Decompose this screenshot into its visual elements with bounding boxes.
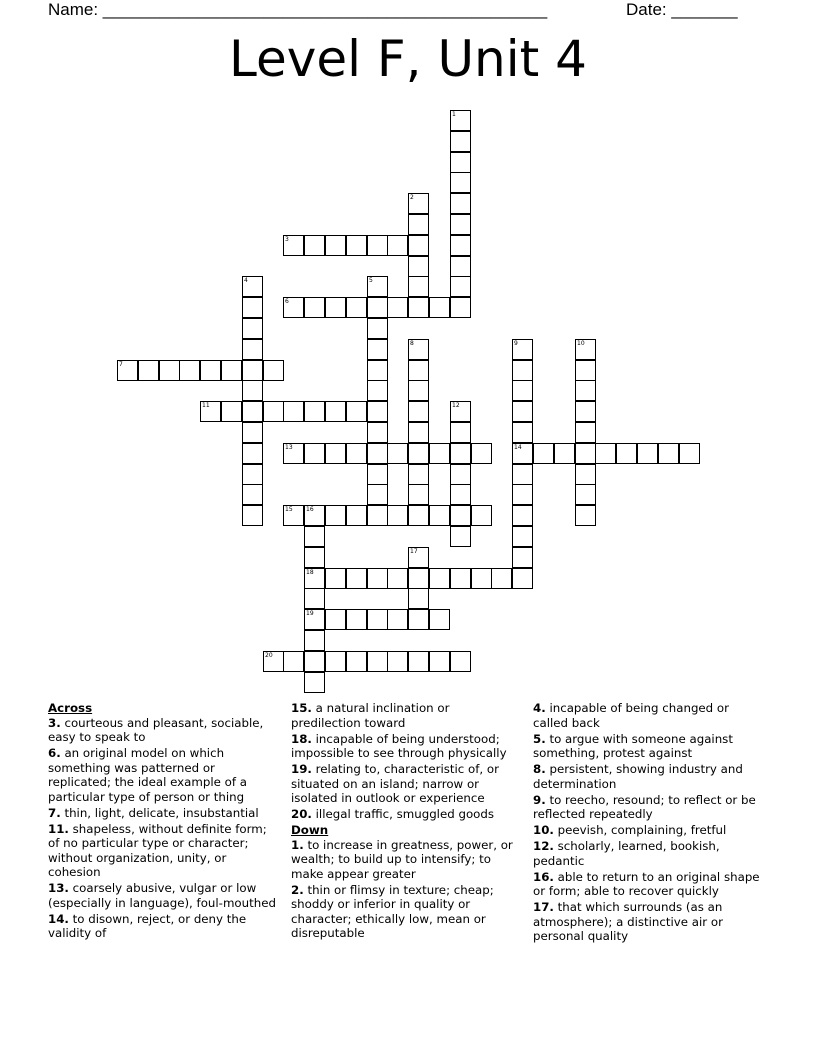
grid-cell[interactable]	[387, 609, 408, 630]
grid-cell[interactable]	[304, 568, 325, 589]
down-clue-list-continued	[533, 701, 763, 944]
grid-cell[interactable]	[408, 422, 429, 443]
grid-cell[interactable]	[325, 609, 346, 630]
grid-cell[interactable]	[575, 505, 596, 526]
grid-cell[interactable]	[242, 297, 263, 318]
grid-cell[interactable]	[450, 110, 471, 131]
clue-text: coarsely abusive, vulgar or low (especially in language), foul-mouthed	[48, 881, 276, 910]
grid-cell[interactable]	[304, 651, 325, 672]
grid-cell[interactable]	[367, 318, 388, 339]
grid-cell[interactable]	[450, 526, 471, 547]
clue-text: thin or flimsy in texture; cheap; shoddy or inferior in quality or character; ethically low, mean or disreputable	[291, 882, 494, 940]
grid-cell[interactable]	[304, 672, 325, 693]
clue-number: 4	[244, 277, 248, 284]
clue-item	[533, 839, 763, 868]
grid-cell[interactable]	[304, 547, 325, 568]
clue-number: 10	[577, 340, 585, 347]
clue-text: to increase in greatness, power, or wealth; to build up to intensify; to make appear greater	[291, 837, 513, 881]
grid-cell[interactable]	[387, 568, 408, 589]
grid-cell[interactable]	[242, 464, 263, 485]
grid-cell[interactable]	[429, 443, 450, 464]
grid-cell[interactable]	[387, 443, 408, 464]
clue-text: incapable of being changed or called back	[533, 701, 729, 730]
clues-column-1	[48, 701, 278, 942]
grid-cell[interactable]	[512, 401, 533, 422]
grid-cell[interactable]	[263, 401, 284, 422]
clue-number: 11	[202, 402, 210, 409]
clue-text: to reecho, resound; to reflect or be reflected repeatedly	[533, 792, 756, 821]
grid-cell[interactable]	[283, 443, 304, 464]
grid-cell[interactable]	[367, 235, 388, 256]
clue-item	[48, 716, 278, 745]
grid-cell[interactable]	[512, 484, 533, 505]
grid-cell[interactable]	[450, 422, 471, 443]
grid-cell[interactable]	[616, 443, 637, 464]
clue-text: illegal traffic, smuggled goods	[311, 807, 495, 821]
grid-cell[interactable]	[429, 568, 450, 589]
clue-item	[48, 881, 278, 910]
down-clue-list	[291, 838, 521, 941]
clue-text: able to return to an original shape or form; able to recover quickly	[533, 869, 760, 898]
down-heading: Down	[291, 823, 329, 837]
clue-number-label: 12.	[533, 839, 554, 853]
grid-cell[interactable]	[346, 297, 367, 318]
grid-cell[interactable]	[450, 235, 471, 256]
grid-cell[interactable]	[263, 651, 284, 672]
clue-text: scholarly, learned, bookish, pedantic	[533, 839, 720, 868]
grid-cell[interactable]	[450, 214, 471, 235]
grid-cell[interactable]	[512, 505, 533, 526]
grid-cell[interactable]	[408, 360, 429, 381]
grid-cell[interactable]	[179, 360, 200, 381]
grid-cell[interactable]	[575, 380, 596, 401]
clue-text: an original model on which something was patterned or replicated; the ideal example of a particular type of person or thing	[48, 746, 247, 804]
grid-cell[interactable]	[450, 651, 471, 672]
clue-item	[291, 807, 521, 822]
grid-cell[interactable]	[471, 505, 492, 526]
clue-number-label: 13.	[48, 881, 69, 895]
grid-cell[interactable]	[325, 401, 346, 422]
grid-cell[interactable]	[575, 401, 596, 422]
across-heading: Across	[48, 701, 93, 715]
clue-number-label: 4.	[533, 701, 546, 715]
grid-cell[interactable]	[346, 443, 367, 464]
grid-cell[interactable]	[200, 401, 221, 422]
clue-item	[533, 823, 763, 838]
grid-cell[interactable]	[242, 318, 263, 339]
grid-cell[interactable]	[304, 401, 325, 422]
grid-cell[interactable]	[450, 276, 471, 297]
clue-text: shapeless, without definite form; of no particular type or character; without organization, unity, or cohesion	[48, 821, 267, 879]
grid-cell[interactable]	[491, 568, 512, 589]
grid-cell[interactable]	[408, 568, 429, 589]
grid-cell[interactable]	[429, 651, 450, 672]
grid-cell[interactable]	[367, 609, 388, 630]
grid-cell[interactable]	[408, 505, 429, 526]
grid-cell[interactable]	[512, 339, 533, 360]
grid-cell[interactable]	[367, 484, 388, 505]
grid-cell[interactable]	[408, 651, 429, 672]
grid-cell[interactable]	[512, 443, 533, 464]
clue-number-label: 11.	[48, 821, 69, 836]
grid-cell[interactable]	[575, 484, 596, 505]
grid-cell[interactable]	[117, 360, 138, 381]
grid-cell[interactable]	[242, 443, 263, 464]
clue-number-label: 10.	[533, 823, 554, 837]
grid-cell[interactable]	[658, 443, 679, 464]
clue-item	[291, 762, 521, 806]
grid-cell[interactable]	[283, 401, 304, 422]
clue-item	[533, 732, 763, 761]
grid-cell[interactable]	[637, 443, 658, 464]
clue-number: 18	[306, 569, 314, 576]
grid-cell[interactable]	[450, 568, 471, 589]
grid-cell[interactable]	[283, 505, 304, 526]
grid-cell[interactable]	[304, 588, 325, 609]
grid-cell[interactable]	[408, 256, 429, 277]
grid-cell[interactable]	[387, 235, 408, 256]
clue-text: thin, light, delicate, insubstantial	[60, 805, 259, 820]
grid-cell[interactable]	[450, 297, 471, 318]
grid-cell[interactable]	[304, 609, 325, 630]
clue-text: incapable of being understood; impossible to see through physically	[291, 731, 507, 760]
clue-number-label: 17.	[533, 900, 554, 914]
grid-cell[interactable]	[450, 131, 471, 152]
clue-number: 7	[119, 361, 123, 368]
grid-cell[interactable]	[450, 443, 471, 464]
grid-cell[interactable]	[242, 360, 263, 381]
grid-cell[interactable]	[242, 401, 263, 422]
clue-number: 13	[285, 444, 293, 451]
grid-cell[interactable]	[429, 505, 450, 526]
clue-number: 14	[514, 444, 522, 451]
grid-cell[interactable]	[387, 651, 408, 672]
grid-cell[interactable]	[533, 443, 554, 464]
grid-cell[interactable]	[512, 526, 533, 547]
grid-cell[interactable]	[346, 609, 367, 630]
grid-cell[interactable]	[304, 526, 325, 547]
clue-number: 17	[410, 548, 418, 555]
clue-text: persistent, showing industry and determination	[533, 762, 743, 791]
grid-cell[interactable]	[512, 568, 533, 589]
grid-cell[interactable]	[429, 609, 450, 630]
grid-cell[interactable]	[408, 484, 429, 505]
grid-cell[interactable]	[512, 360, 533, 381]
clue-text: relating to, characteristic of, or situated on an island; narrow or isolated in outlook or experience	[291, 762, 499, 805]
grid-cell[interactable]	[242, 339, 263, 360]
clue-item	[291, 838, 521, 882]
clue-text: that which surrounds (as an atmosphere); a distinctive air or personal quality	[533, 900, 723, 943]
clue-number-label: 2.	[291, 882, 304, 897]
clue-number: 9	[514, 340, 518, 347]
clue-item	[48, 746, 278, 804]
grid-cell[interactable]	[595, 443, 616, 464]
grid-cell[interactable]	[367, 276, 388, 297]
grid-cell[interactable]	[408, 235, 429, 256]
clue-number: 20	[265, 652, 273, 659]
grid-cell[interactable]	[450, 505, 471, 526]
grid-cell[interactable]	[367, 443, 388, 464]
grid-cell[interactable]	[450, 256, 471, 277]
grid-cell[interactable]	[346, 401, 367, 422]
grid-cell[interactable]	[450, 152, 471, 173]
grid-cell[interactable]	[325, 505, 346, 526]
grid-cell[interactable]	[471, 568, 492, 589]
grid-cell[interactable]	[367, 401, 388, 422]
grid-cell[interactable]	[575, 360, 596, 381]
clue-text: to argue with someone against something, protest against	[533, 731, 733, 760]
grid-cell[interactable]	[200, 360, 221, 381]
grid-cell[interactable]	[367, 339, 388, 360]
grid-cell[interactable]	[450, 193, 471, 214]
grid-cell[interactable]	[471, 443, 492, 464]
name-field-label: Name: _______________________________________________	[48, 0, 548, 19]
clue-item	[291, 732, 521, 761]
grid-cell[interactable]	[221, 401, 242, 422]
clue-number: 1	[452, 111, 456, 118]
across-clue-list-continued	[291, 701, 521, 822]
clue-number: 8	[410, 340, 414, 347]
clue-number-label: 9.	[533, 792, 546, 807]
clue-item	[48, 806, 278, 821]
clue-number-label: 6.	[48, 746, 61, 760]
grid-cell[interactable]	[283, 651, 304, 672]
grid-cell[interactable]	[159, 360, 180, 381]
clue-number-label: 14.	[48, 911, 69, 926]
grid-cell[interactable]	[283, 297, 304, 318]
grid-cell[interactable]	[304, 630, 325, 651]
grid-cell[interactable]	[408, 588, 429, 609]
clue-number: 6	[285, 298, 289, 305]
clue-item	[533, 900, 763, 944]
grid-cell[interactable]	[512, 380, 533, 401]
grid-cell[interactable]	[221, 360, 242, 381]
grid-cell[interactable]	[367, 651, 388, 672]
clue-number-label: 8.	[533, 762, 546, 776]
clue-number-label: 15.	[291, 701, 312, 715]
grid-cell[interactable]	[304, 443, 325, 464]
grid-cell[interactable]	[325, 568, 346, 589]
clues-column-2	[291, 701, 521, 942]
clue-text: peevish, complaining, fretful	[553, 823, 727, 837]
grid-cell[interactable]	[346, 651, 367, 672]
clue-item	[291, 701, 521, 730]
grid-cell[interactable]	[575, 422, 596, 443]
clue-number-label: 19.	[291, 762, 312, 776]
grid-cell[interactable]	[408, 193, 429, 214]
clue-number-label: 1.	[291, 837, 304, 852]
grid-cell[interactable]	[512, 547, 533, 568]
grid-cell[interactable]	[575, 339, 596, 360]
clue-item	[533, 870, 763, 899]
clue-number: 12	[452, 402, 460, 409]
clue-item	[533, 793, 763, 822]
grid-cell[interactable]	[367, 360, 388, 381]
grid-cell[interactable]	[408, 380, 429, 401]
grid-cell[interactable]	[554, 443, 575, 464]
grid-cell[interactable]	[679, 443, 700, 464]
grid-cell[interactable]	[408, 609, 429, 630]
clue-number: 3	[285, 236, 289, 243]
grid-cell[interactable]	[304, 297, 325, 318]
clue-number: 16	[306, 506, 314, 513]
clue-number-label: 18.	[291, 731, 312, 746]
grid-cell[interactable]	[263, 360, 284, 381]
grid-cell[interactable]	[367, 505, 388, 526]
grid-cell[interactable]	[367, 464, 388, 485]
grid-cell[interactable]	[575, 464, 596, 485]
grid-cell[interactable]	[408, 276, 429, 297]
grid-cell[interactable]	[367, 568, 388, 589]
page-title: Level F, Unit 4	[229, 30, 587, 88]
across-clue-list	[48, 716, 278, 941]
clue-number: 2	[410, 194, 414, 201]
grid-cell[interactable]	[325, 651, 346, 672]
grid-cell[interactable]	[367, 380, 388, 401]
clue-item	[48, 912, 278, 941]
grid-cell[interactable]	[450, 401, 471, 422]
grid-cell[interactable]	[450, 484, 471, 505]
grid-cell[interactable]	[325, 297, 346, 318]
grid-cell[interactable]	[367, 297, 388, 318]
clue-number-label: 7.	[48, 805, 61, 820]
grid-cell[interactable]	[242, 505, 263, 526]
clue-item	[48, 822, 278, 880]
clue-item	[533, 701, 763, 730]
grid-cell[interactable]	[408, 464, 429, 485]
grid-cell[interactable]	[242, 276, 263, 297]
grid-cell[interactable]	[346, 235, 367, 256]
date-field-label: Date: _______	[626, 0, 738, 19]
clue-text: to disown, reject, or deny the validity of	[48, 911, 247, 940]
grid-cell[interactable]	[408, 401, 429, 422]
clues-column-3	[533, 701, 763, 945]
grid-cell[interactable]	[512, 422, 533, 443]
clue-number: 15	[285, 506, 293, 513]
grid-cell[interactable]	[387, 505, 408, 526]
grid-cell[interactable]	[408, 443, 429, 464]
grid-cell[interactable]	[325, 443, 346, 464]
grid-cell[interactable]	[304, 235, 325, 256]
clue-text: a natural inclination or predilection toward	[291, 701, 450, 730]
clue-number: 5	[369, 277, 373, 284]
clue-number-label: 3.	[48, 715, 61, 730]
grid-cell[interactable]	[387, 297, 408, 318]
grid-cell[interactable]	[408, 214, 429, 235]
grid-cell[interactable]	[346, 568, 367, 589]
clue-number-label: 20.	[291, 807, 312, 821]
clue-item	[291, 883, 521, 941]
grid-cell[interactable]	[512, 464, 533, 485]
grid-cell[interactable]	[575, 443, 596, 464]
grid-cell[interactable]	[450, 172, 471, 193]
grid-cell[interactable]	[242, 422, 263, 443]
grid-cell[interactable]	[408, 547, 429, 568]
grid-cell[interactable]	[283, 235, 304, 256]
grid-cell[interactable]	[138, 360, 159, 381]
grid-cell[interactable]	[450, 464, 471, 485]
clue-text: courteous and pleasant, sociable, easy to speak to	[48, 715, 264, 744]
clue-item	[533, 762, 763, 791]
grid-cell[interactable]	[346, 505, 367, 526]
clue-number-label: 5.	[533, 731, 546, 746]
grid-cell[interactable]	[242, 484, 263, 505]
grid-cell[interactable]	[325, 235, 346, 256]
grid-cell[interactable]	[242, 380, 263, 401]
grid-cell[interactable]	[408, 339, 429, 360]
grid-cell[interactable]	[367, 422, 388, 443]
clue-number-label: 16.	[533, 869, 554, 884]
grid-cell[interactable]	[304, 505, 325, 526]
clue-number: 19	[306, 610, 314, 617]
grid-cell[interactable]	[429, 297, 450, 318]
grid-cell[interactable]	[408, 297, 429, 318]
